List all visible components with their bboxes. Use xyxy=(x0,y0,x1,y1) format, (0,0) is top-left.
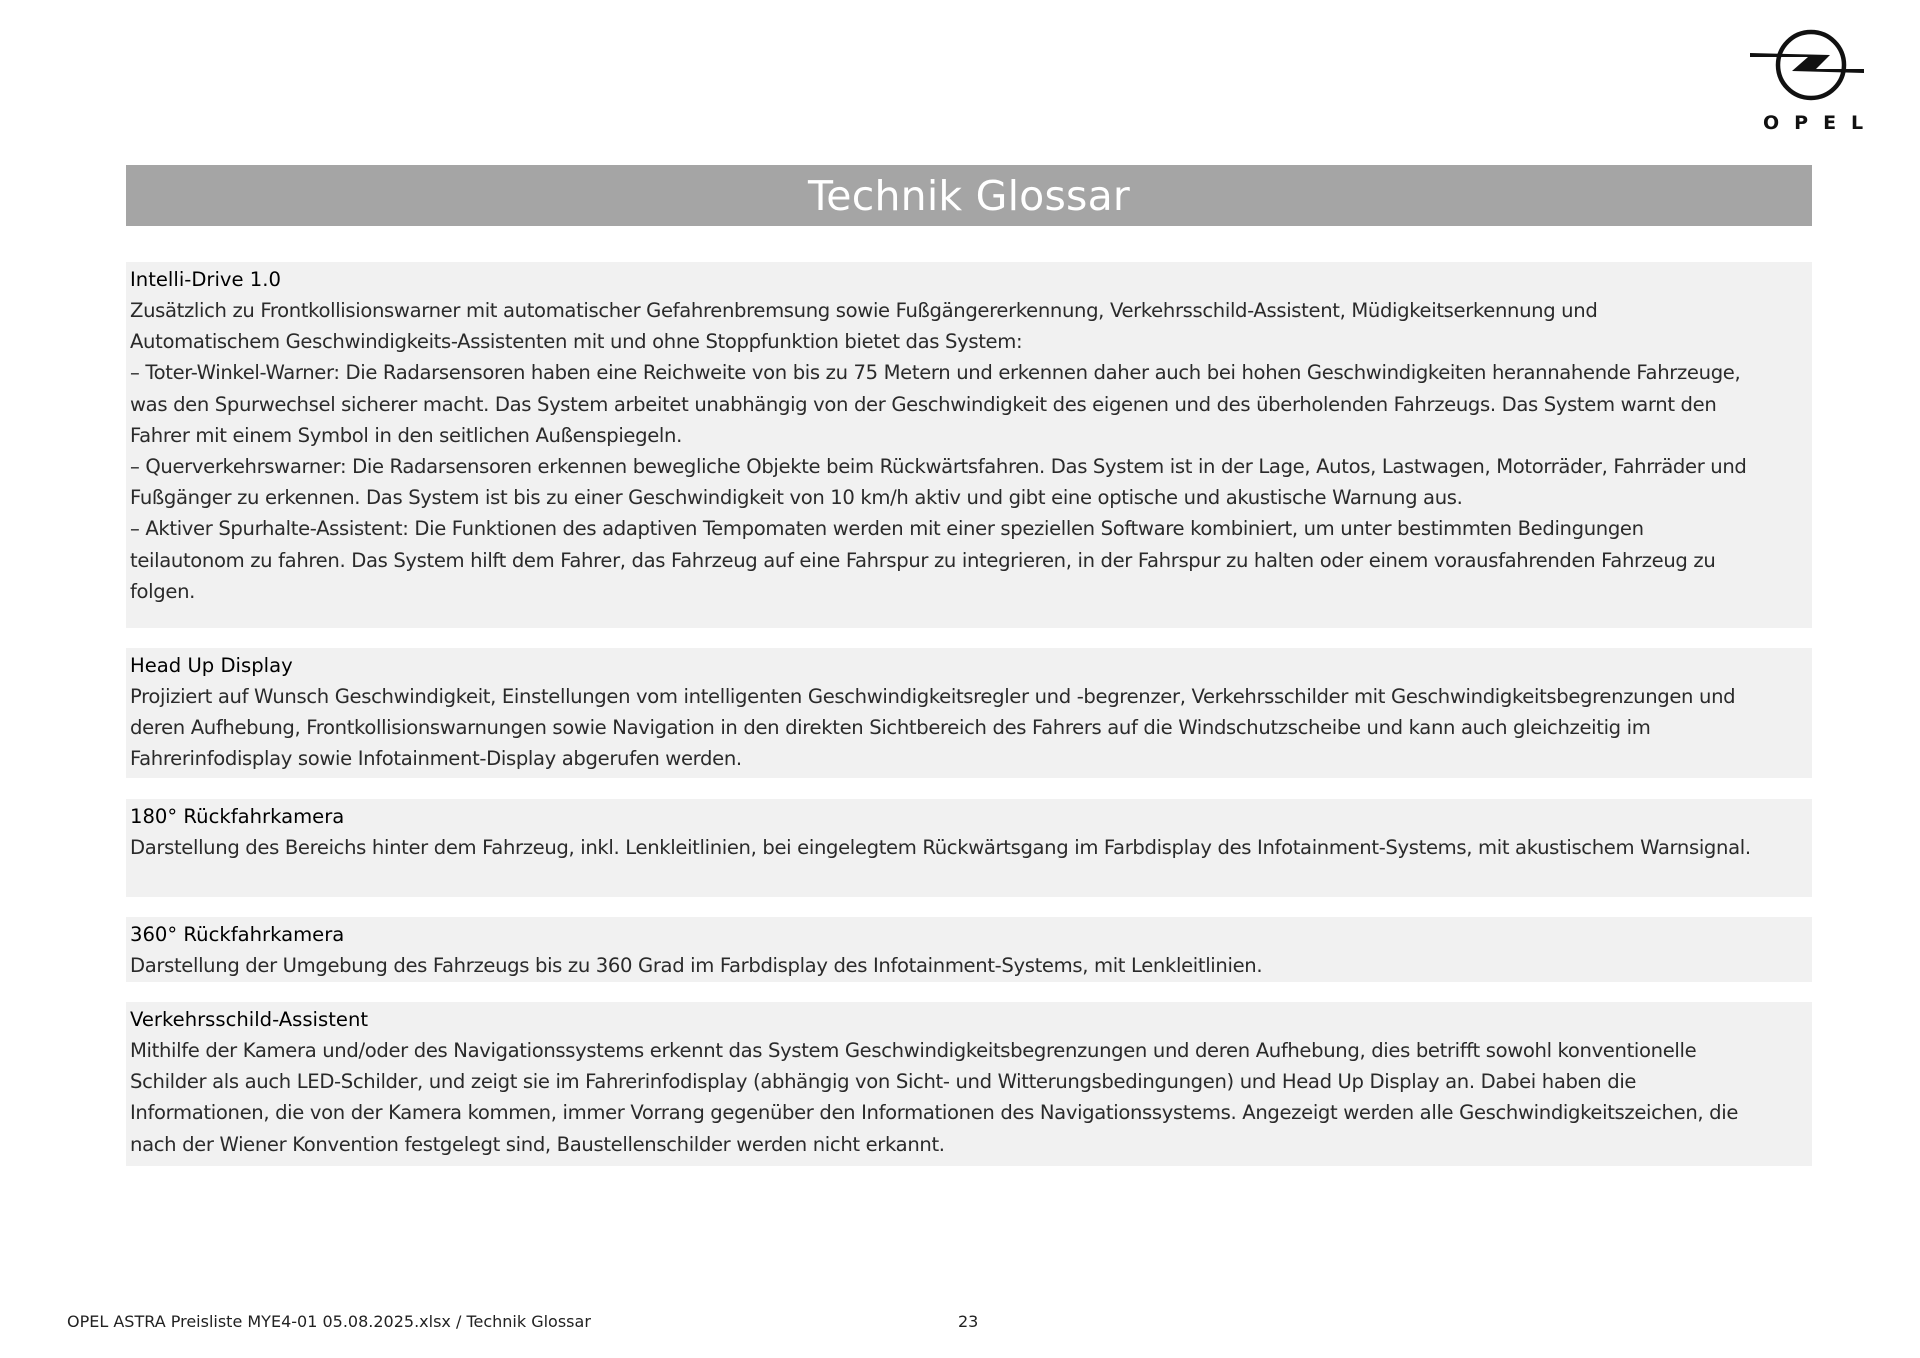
entry-text-line: deren Aufhebung, Frontkollisionswarnungen sowie Navigation in den direkten Sichtbereich des Fahrers auf die Windschutzscheibe und kann auch gleichzeitig im xyxy=(130,716,1651,740)
entry-text-line: Fußgänger zu erkennen. Das System ist bis zu einer Geschwindigkeit von 10 km/h aktiv und gibt eine optische und akustische Warnung aus. xyxy=(130,486,1463,510)
entry-text-line: Automatischem Geschwindigkeits-Assistenten mit und ohne Stoppfunktion bietet das System: xyxy=(130,330,1023,354)
entry-text-line: Fahrerinfodisplay sowie Infotainment-Display abgerufen werden. xyxy=(130,747,742,771)
opel-logo xyxy=(1748,28,1879,136)
entry-text-line: Fahrer mit einem Symbol in den seitlichen Außenspiegeln. xyxy=(130,423,682,447)
entry-text-line: Mithilfe der Kamera und/oder des Navigationssystems erkennt das System Geschwindigkeitsbegrenzungen und deren Aufhebung, dies betrifft sowohl konventionelle xyxy=(130,1039,1697,1062)
page-title: Technik Glossar xyxy=(808,171,1130,220)
footer-source: OPEL ASTRA Preisliste MYE4-01 05.08.2025.xlsx / Technik Glossar xyxy=(67,1312,591,1331)
opel-wordmark: OPEL xyxy=(1763,112,1879,134)
entry-text-line: was den Spurwechsel sicherer macht. Das System arbeitet unabhängig von der Geschwindigkeit des eigenen und des überholenden Fahrzeugs. Das System warnt den xyxy=(130,392,1717,416)
entry-text-line: Schilder als auch LED-Schilder, und zeigt sie im Fahrerinfodisplay (abhängig von Sicht- und Witterungsbedingungen) und Head Up Display an. Dabei haben die xyxy=(130,1070,1637,1094)
opel-blitz-icon xyxy=(1748,28,1874,108)
entry-text-line: teilautonom zu fahren. Das System hilft dem Fahrer, das Fahrzeug auf eine Fahrspur zu integrieren, in der Fahrspur zu halten oder einem vorausfahrenden Fahrzeug zu xyxy=(130,548,1716,572)
entry-text-line: – Aktiver Spurhalte-Assistent: Die Funktionen des adaptiven Tempomaten werden mit einer speziellen Software kombiniert, um unter bestimmten Bedingungen xyxy=(130,517,1644,541)
entry-text-line: Informationen, die von der Kamera kommen, immer Vorrang gegenüber den Informationen des Navigationssystems. Angezeigt werden alle Geschwindigkeitszeichen, die xyxy=(130,1101,1739,1125)
entry-title: Intelli-Drive 1.0 xyxy=(130,268,281,291)
page-number: 23 xyxy=(958,1312,979,1331)
entry-title: 360° Rückfahrkamera xyxy=(130,923,345,946)
entry-text-line: folgen. xyxy=(130,579,196,603)
entry-text-line: – Toter-Winkel-Warner: Die Radarsensoren haben eine Reichweite von bis zu 75 Metern und erkennen daher auch bei hohen Geschwindigkeiten herannahende Fahrzeuge, xyxy=(130,361,1741,385)
entry-title: 180° Rückfahrkamera xyxy=(130,805,345,828)
entry-text-line: Zusätzlich zu Frontkollisionswarner mit automatischer Gefahrenbremsung sowie Fußgängererkennung, Verkehrsschild-Assistent, Müdigkeitserkennung und xyxy=(130,299,1598,322)
entry-title: Verkehrsschild-Assistent xyxy=(130,1008,369,1031)
glossary-entry-intelli-drive xyxy=(126,262,1812,628)
page-title-bar xyxy=(126,165,1812,226)
glossary-entry-head-up-display xyxy=(126,648,1812,778)
entry-text-line: nach der Wiener Konvention festgelegt sind, Baustellenschilder werden nicht erkannt. xyxy=(130,1132,945,1156)
entry-text-line: – Querverkehrswarner: Die Radarsensoren erkennen bewegliche Objekte beim Rückwärtsfahren. Das System ist in der Lage, Autos, Lastwagen, Motorräder, Fahrräder und xyxy=(130,455,1747,479)
entry-text-line: Darstellung des Bereichs hinter dem Fahrzeug, inkl. Lenkleitlinien, bei eingelegtem Rückwärtsgang im Farbdisplay des Infotainment-Systems, mit akustischem Warnsignal. xyxy=(130,836,1751,859)
glossary-entry-360-rear-camera xyxy=(126,917,1812,982)
glossary-entry-traffic-sign-assistant xyxy=(126,1002,1812,1166)
entry-text-line: Projiziert auf Wunsch Geschwindigkeit, Einstellungen vom intelligenten Geschwindigkeitsregler und -begrenzer, Verkehrsschilder mit Geschwindigkeitsbegrenzungen und xyxy=(130,685,1736,708)
entry-title: Head Up Display xyxy=(130,654,293,677)
entry-text-line: Darstellung der Umgebung des Fahrzeugs bis zu 360 Grad im Farbdisplay des Infotainment-Systems, mit Lenkleitlinien. xyxy=(130,954,1263,977)
glossary-entry-180-rear-camera xyxy=(126,799,1812,897)
